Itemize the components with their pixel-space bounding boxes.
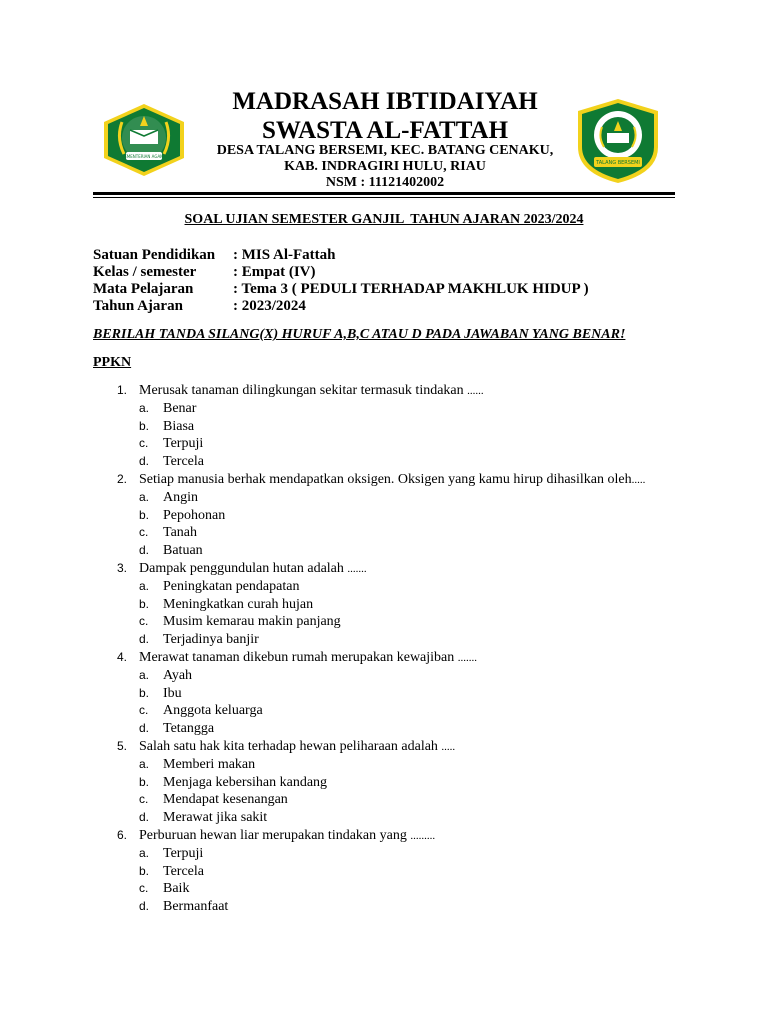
question-number: 4. bbox=[117, 650, 128, 664]
header-divider-thin bbox=[93, 197, 675, 198]
option-letter: a. bbox=[139, 845, 150, 860]
option-letter: b. bbox=[139, 596, 150, 611]
option-text: Peningkatan pendapatan bbox=[163, 578, 300, 594]
school-address-line2: KAB. INDRAGIRI HULU, RIAU bbox=[284, 159, 486, 174]
section-title: PPKN bbox=[93, 355, 132, 370]
left-logo-ribbon-text: KEMENTERIAN AGAMA bbox=[121, 154, 167, 159]
question-blank-dots: ...... bbox=[467, 385, 484, 397]
info-value: : 2023/2024 bbox=[233, 298, 306, 314]
school-name-line2: SWASTA AL-FATTAH bbox=[261, 117, 509, 144]
option-letter: d. bbox=[139, 454, 150, 469]
school-nsm: NSM : 11121402002 bbox=[325, 175, 445, 190]
option-text: Merawat jika sakit bbox=[163, 810, 268, 826]
option-letter: c. bbox=[139, 792, 149, 807]
question-number: 6. bbox=[117, 828, 128, 842]
info-key: Kelas / semester bbox=[93, 264, 197, 280]
option-text: Musim kemarau makin panjang bbox=[163, 614, 341, 630]
option-letter: c. bbox=[139, 614, 149, 629]
option-letter: a. bbox=[139, 667, 150, 682]
question-text bbox=[139, 561, 367, 577]
option-letter: d. bbox=[139, 899, 150, 914]
question-blank-dots: ......... bbox=[410, 830, 436, 842]
question-text bbox=[139, 650, 477, 666]
option-letter: d. bbox=[139, 721, 150, 736]
question-blank-dots: ..... bbox=[441, 741, 456, 753]
question-text bbox=[139, 828, 435, 844]
option-text: Mendapat kesenangan bbox=[163, 792, 288, 808]
question-text-body: Setiap manusia berhak mendapatkan oksigen. Oksigen yang kamu hirup dihasilkan oleh bbox=[139, 472, 632, 487]
option-letter: c. bbox=[139, 703, 149, 718]
option-letter: c. bbox=[139, 881, 149, 896]
question-number: 2. bbox=[117, 472, 128, 486]
info-value: : Empat (IV) bbox=[233, 264, 316, 280]
question-text bbox=[139, 739, 455, 755]
question-blank-dots: ....... bbox=[347, 563, 367, 575]
question-blank-dots: ..... bbox=[631, 474, 646, 486]
option-letter: d. bbox=[139, 810, 150, 825]
option-text: Terpuji bbox=[163, 845, 204, 861]
option-text: Biasa bbox=[163, 418, 195, 434]
option-letter: a. bbox=[139, 756, 150, 771]
option-letter: a. bbox=[139, 400, 150, 415]
option-letter: a. bbox=[139, 489, 150, 504]
option-text: Memberi makan bbox=[163, 756, 256, 772]
option-letter: b. bbox=[139, 774, 150, 789]
option-letter: d. bbox=[139, 543, 150, 558]
option-letter: b. bbox=[139, 418, 150, 433]
info-value: : MIS Al-Fattah bbox=[233, 247, 336, 263]
option-text: Terjadinya banjir bbox=[163, 632, 259, 648]
info-key: Satuan Pendidikan bbox=[93, 247, 216, 263]
question-text bbox=[139, 472, 645, 488]
question-text bbox=[139, 383, 484, 399]
option-text: Bermanfaat bbox=[163, 899, 229, 915]
option-letter: a. bbox=[139, 578, 150, 593]
question-text-body: Salah satu hak kita terhadap hewan peliharaan adalah bbox=[139, 739, 442, 754]
question-number: 3. bbox=[117, 561, 128, 575]
option-text: Batuan bbox=[163, 543, 203, 559]
option-letter: b. bbox=[139, 685, 150, 700]
info-key: Tahun Ajaran bbox=[93, 298, 183, 314]
info-key: Mata Pelajaran bbox=[93, 281, 194, 297]
info-value: : Tema 3 ( PEDULI TERHADAP MAKHLUK HIDUP ) bbox=[233, 281, 589, 297]
option-text: Ibu bbox=[163, 685, 182, 701]
header-divider-thick bbox=[93, 192, 675, 195]
question-number: 5. bbox=[117, 739, 128, 753]
question-blank-dots: ....... bbox=[457, 652, 478, 664]
option-letter: c. bbox=[139, 525, 149, 540]
school-address-line1: DESA TALANG BERSEMI, KEC. BATANG CENAKU, bbox=[216, 143, 554, 158]
question-number: 1. bbox=[117, 383, 128, 397]
option-text: Tetangga bbox=[163, 721, 215, 737]
option-text: Benar bbox=[163, 400, 197, 416]
option-text: Pepohonan bbox=[163, 507, 226, 523]
question-text-body: Perburuan hewan liar merupakan tindakan yang bbox=[139, 828, 411, 843]
exam-title: SOAL UJIAN SEMESTER GANJIL TAHUN AJARAN 2023/2024 bbox=[184, 212, 584, 227]
question-text-body: Merusak tanaman dilingkungan sekitar termasuk tindakan bbox=[139, 383, 468, 398]
option-letter: b. bbox=[139, 863, 150, 878]
instruction: BERILAH TANDA SILANG(X) HURUF A,B,C ATAU D PADA JAWABAN YANG BENAR! bbox=[93, 327, 626, 342]
option-text: Menjaga kebersihan kandang bbox=[163, 774, 328, 790]
question-text-body: Dampak penggundulan hutan adalah bbox=[139, 561, 348, 576]
option-text: Meningkatkan curah hujan bbox=[163, 596, 314, 612]
option-letter: b. bbox=[139, 507, 150, 522]
option-text: Anggota keluarga bbox=[163, 703, 263, 719]
option-letter: d. bbox=[139, 632, 150, 647]
option-text: Baik bbox=[163, 881, 190, 897]
option-text: Angin bbox=[163, 489, 198, 505]
kemenag-logo bbox=[100, 102, 188, 178]
right-logo-ribbon-text: TALANG BERSEMI bbox=[596, 160, 640, 166]
option-letter: c. bbox=[139, 436, 149, 451]
madrasah-logo bbox=[574, 97, 662, 185]
option-text: Ayah bbox=[163, 667, 193, 683]
school-name-line1: MADRASAH IBTIDAIYAH bbox=[232, 88, 538, 115]
option-text: Tercela bbox=[163, 863, 204, 879]
question-text-body: Merawat tanaman dikebun rumah merupakan kewajiban bbox=[139, 650, 458, 665]
option-text: Tanah bbox=[163, 525, 198, 541]
option-text: Tercela bbox=[163, 454, 204, 470]
option-text: Terpuji bbox=[163, 436, 204, 452]
